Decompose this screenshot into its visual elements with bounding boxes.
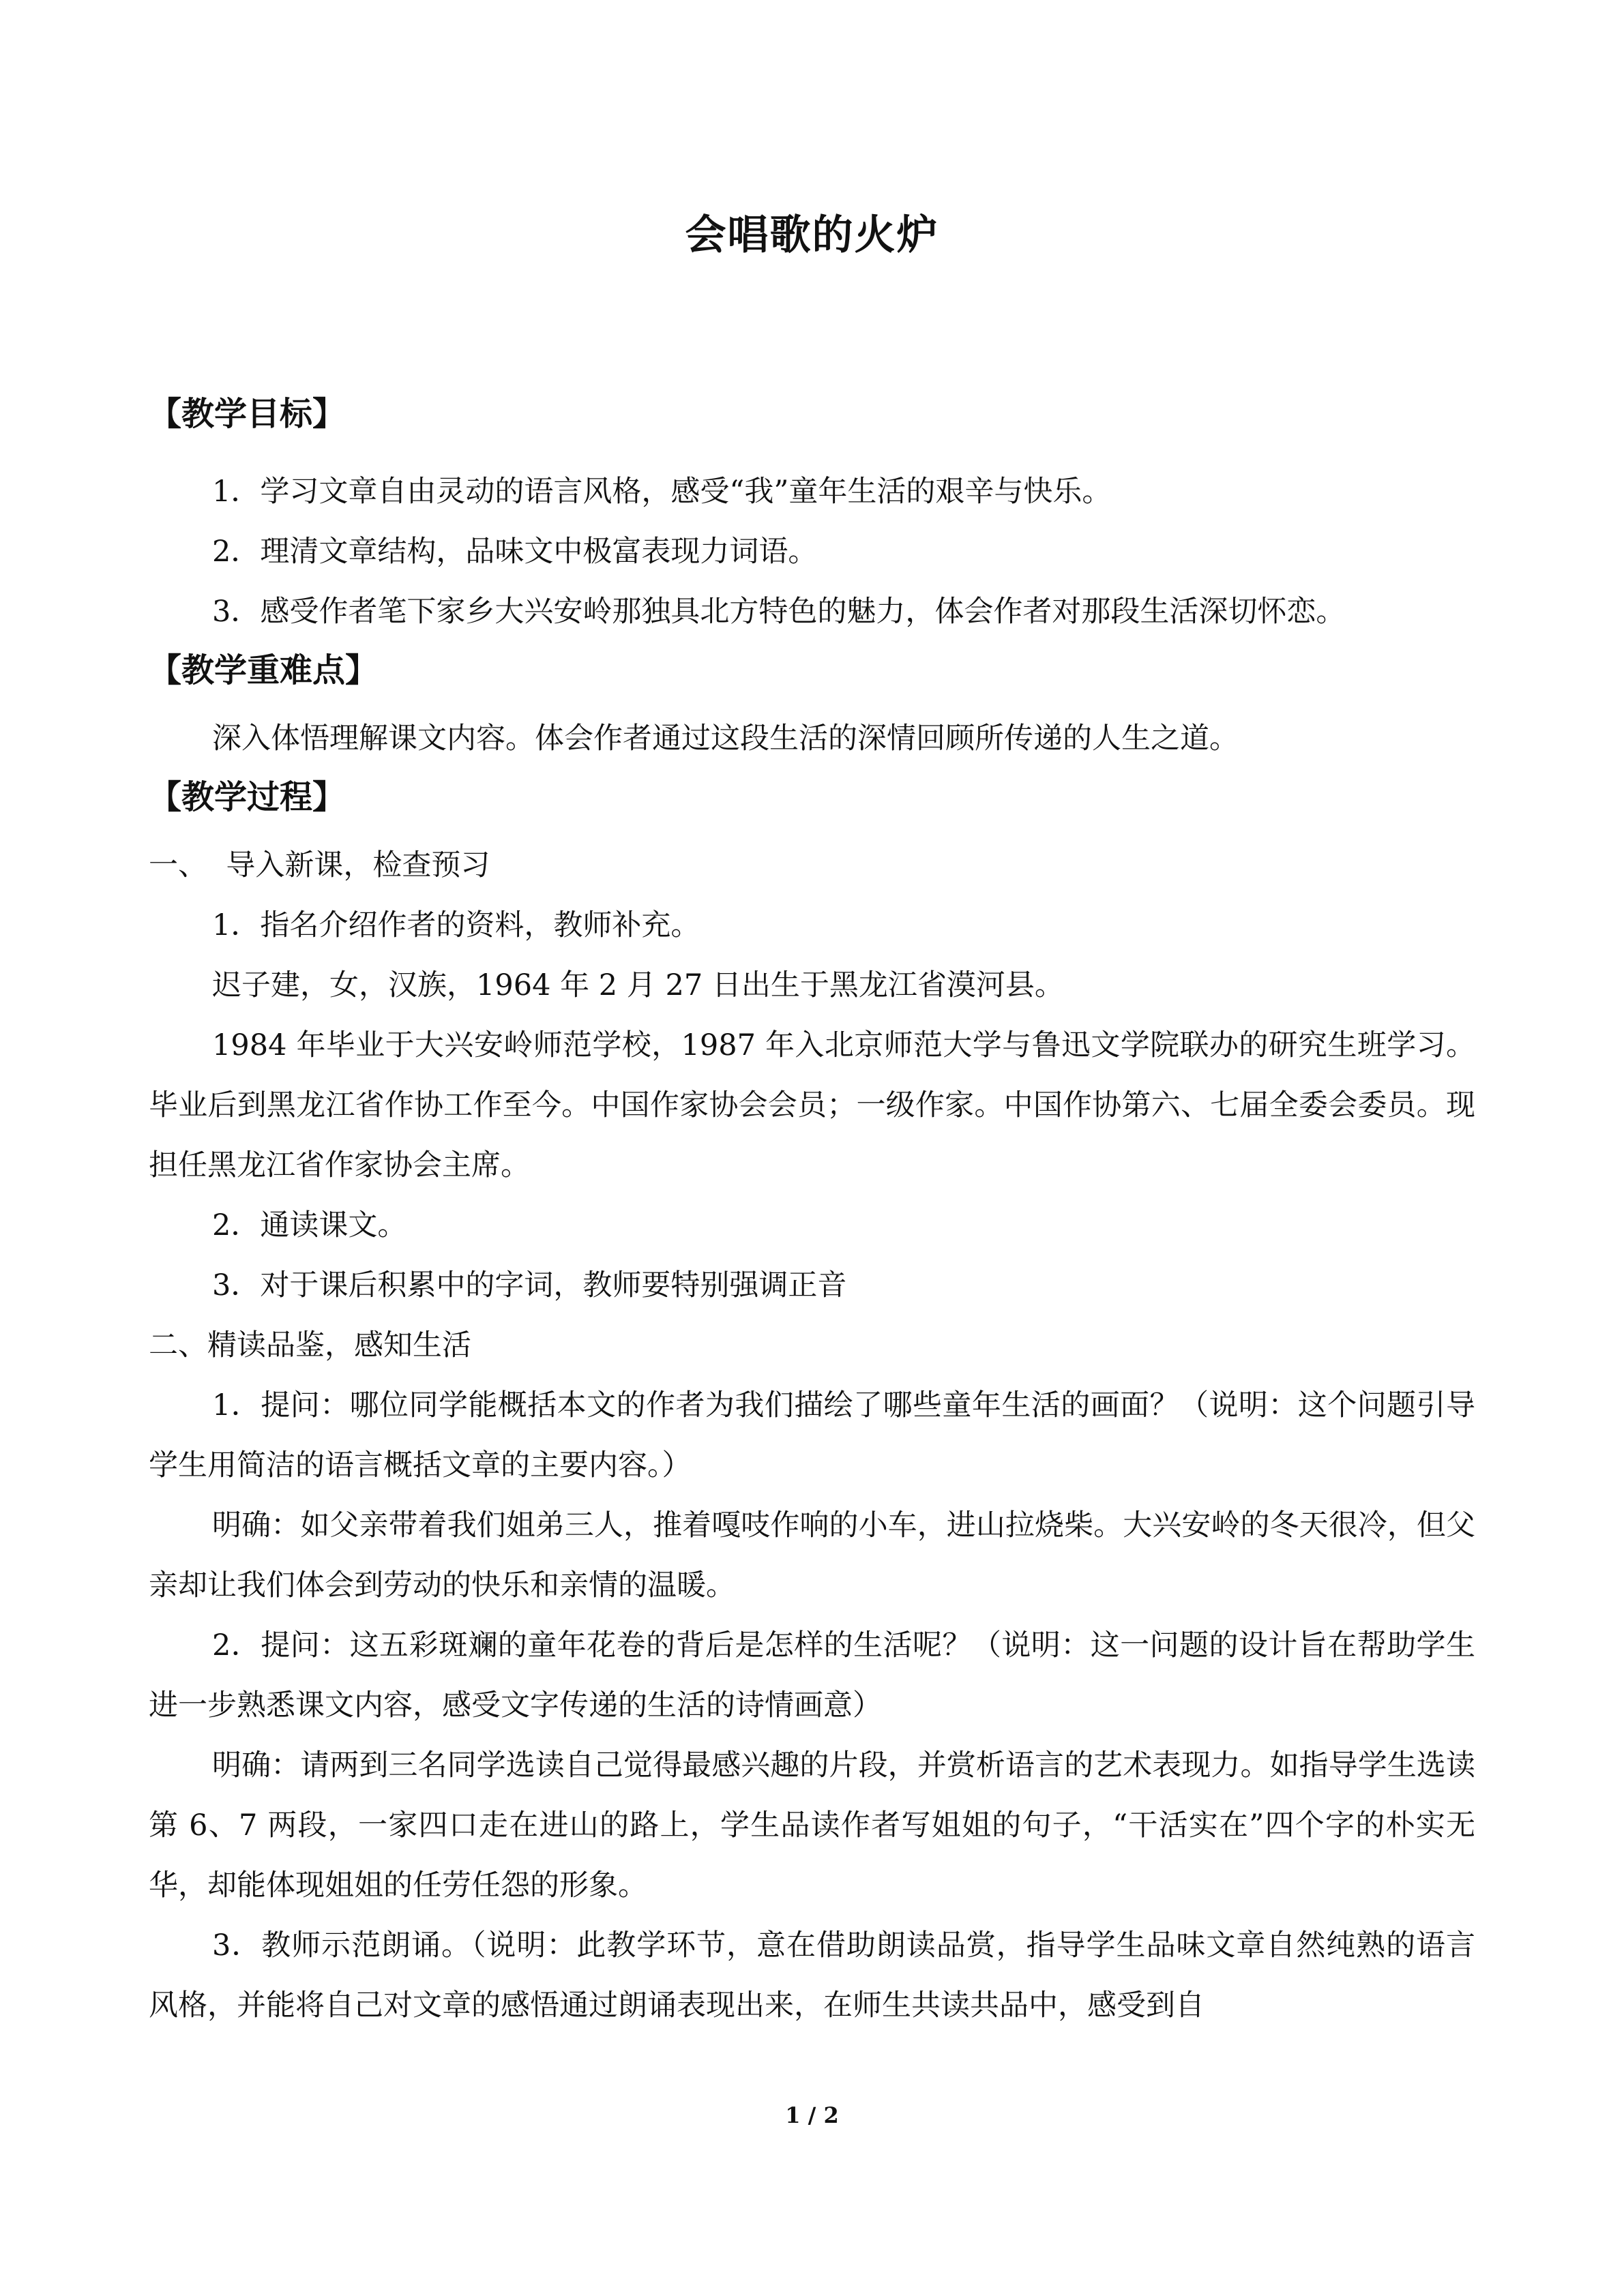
document-body bbox=[149, 385, 1475, 2036]
process-paragraph: 2．提问：这五彩斑斓的童年花卷的背后是怎样的生活呢？（说明：这一问题的设计旨在帮助学生进一步熟悉课文内容，感受文字传递的生活的诗情画意） bbox=[149, 1628, 1475, 1723]
process-paragraph: 1．指名介绍作者的资料，教师补充。 bbox=[212, 908, 700, 942]
objectives-list bbox=[149, 462, 1475, 642]
process-paragraph: 2．通读课文。 bbox=[212, 1208, 407, 1242]
process-paragraph: 3．教师示范朗诵。（说明：此教学环节，意在借助朗读品赏，指导学生品味文章自然纯熟的语言风格，并能将自己对文章的感悟通过朗诵表现出来，在师生共读共品中，感受到自 bbox=[149, 1928, 1475, 2023]
key-points-text: 深入体悟理解课文内容。体会作者通过这段生活的深情回顾所传递的人生之道。 bbox=[212, 721, 1239, 756]
process-paragraph: 1984 年毕业于大兴安岭师范学校，1987 年入北京师范大学与鲁迅文学院联办的研究生班学习。毕业后到黑龙江省作协工作至今。中国作家协会会员；一级作家。中国作协第六、七届全委会委员。现担任黑龙江省作家协会主席。 bbox=[149, 1028, 1475, 1182]
objectives-heading: 【教学目标】 bbox=[149, 395, 346, 433]
objective-item: 1．学习文章自由灵动的语言风格，感受“我”童年生活的艰辛与快乐。 bbox=[212, 475, 1112, 509]
process-paragraph: 3．对于课后积累中的字词，教师要特别强调正音 bbox=[212, 1268, 847, 1302]
objective-item: 3．感受作者笔下家乡大兴安岭那独具北方特色的魅力，体会作者对那段生活深切怀恋。 bbox=[212, 595, 1346, 629]
key-points-heading: 【教学重难点】 bbox=[149, 651, 379, 689]
process-part1-title: 一、 导入新课，检查预习 bbox=[149, 848, 490, 882]
process-paragraph: 明确：如父亲带着我们姐弟三人，推着嘎吱作响的小车，进山拉烧柴。大兴安岭的冬天很冷，但父亲却让我们体会到劳动的快乐和亲情的温暖。 bbox=[149, 1508, 1475, 1602]
page-number: 1 / 2 bbox=[785, 2102, 839, 2128]
process-part2-title: 二、精读品鉴，感知生活 bbox=[149, 1328, 471, 1362]
objective-item: 2．理清文章结构，品味文中极富表现力词语。 bbox=[212, 535, 818, 569]
process-paragraph: 1．提问：哪位同学能概括本文的作者为我们描绘了哪些童年生活的画面？（说明：这个问题引导学生用简洁的语言概括文章的主要内容。） bbox=[149, 1388, 1475, 1482]
process-heading: 【教学过程】 bbox=[149, 778, 346, 816]
process-paragraph: 迟子建，女，汉族，1964 年 2 月 27 日出生于黑龙江省漠河县。 bbox=[212, 968, 1064, 1002]
page-title: 会唱歌的火炉 bbox=[685, 211, 939, 259]
process-paragraph: 明确：请两到三名同学选读自己觉得最感兴趣的片段，并赏析语言的艺术表现力。如指导学生选读第 6、7 两段，一家四口走在进山的路上，学生品读作者写姐姐的句子，“干活实在”四个字的朴实无华，却能体现姐姐的任劳任怨的形象。 bbox=[149, 1748, 1475, 1903]
